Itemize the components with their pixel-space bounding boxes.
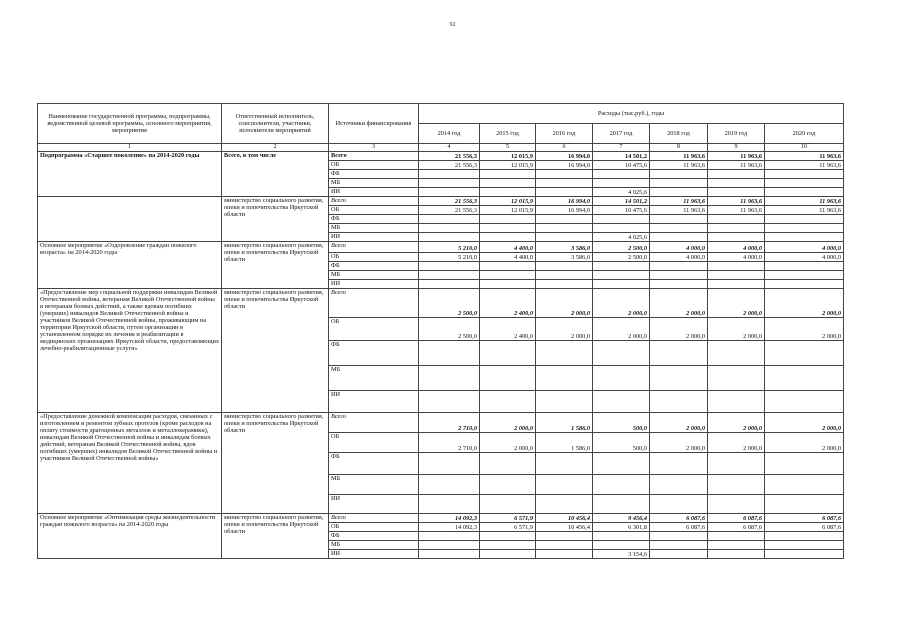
value-cell: 11 963,6 [765, 197, 844, 206]
value-cell: 21 556,3 [419, 152, 480, 161]
header-year: 2015 год [480, 124, 536, 144]
value-cell: 10 475,6 [593, 206, 650, 215]
value-cell [480, 391, 536, 413]
value-cell [419, 532, 480, 541]
table-row [38, 152, 844, 161]
value-cell: 6 087,6 [708, 514, 765, 523]
table-row [38, 514, 844, 523]
value-cell: 2 000,0 [708, 289, 765, 318]
value-cell: 4 000,0 [650, 253, 708, 262]
value-cell [650, 215, 708, 224]
value-cell [536, 224, 593, 233]
value-cell [480, 341, 536, 366]
value-cell: 2 500,0 [593, 253, 650, 262]
value-cell [593, 532, 650, 541]
source-cell: ФБ [329, 341, 419, 366]
value-cell [765, 475, 844, 495]
program-name-cell: «Предоставление мер социальной поддержки инвалидам Великой Отечественной войны, ветеранам Великой Отечественной войны и ветеранам боевых действий, а также вдовам погибших (умерших) инвалидов Великой Отечественной войны и участников Великой Отечественной войны, проживающим на территории Иркутской области, путем организации в установленном порядке их лечения и реабилитации в медицинских организациях Иркутской области, предоставляющих лечебно-реабилитационные услуги» [38, 289, 222, 413]
value-cell [765, 550, 844, 559]
value-cell [419, 233, 480, 242]
value-cell: 4 000,0 [708, 253, 765, 262]
source-cell: Всего [329, 514, 419, 523]
value-cell [419, 475, 480, 495]
column-number: 2 [222, 144, 329, 152]
value-cell [480, 366, 536, 391]
table-row [38, 242, 844, 253]
value-cell [593, 215, 650, 224]
value-cell [765, 391, 844, 413]
value-cell [708, 341, 765, 366]
executor-cell: министерство социального развития, опеки и попечительства Иркутской области [222, 413, 329, 514]
column-number: 9 [708, 144, 765, 152]
value-cell: 3 586,0 [536, 253, 593, 262]
value-cell [480, 532, 536, 541]
executor-cell: министерство социального развития, опеки и попечительства Иркутской области [222, 242, 329, 289]
value-cell: 1 586,0 [536, 433, 593, 453]
value-cell [708, 271, 765, 280]
value-cell: 12 015,9 [480, 206, 536, 215]
source-cell: ИИ [329, 233, 419, 242]
value-cell [708, 188, 765, 197]
value-cell [419, 188, 480, 197]
value-cell [419, 179, 480, 188]
value-cell: 2 000,0 [650, 413, 708, 433]
value-cell [708, 541, 765, 550]
value-cell [419, 170, 480, 179]
value-cell [708, 550, 765, 559]
source-cell: ФБ [329, 262, 419, 271]
header-year: 2016 год [536, 124, 593, 144]
value-cell: 21 556,3 [419, 161, 480, 170]
program-name-cell: Подпрограмма «Старшее поколение» на 2014-2020 годы [38, 152, 222, 197]
source-cell: ФБ [329, 215, 419, 224]
value-cell [593, 453, 650, 475]
value-cell [419, 495, 480, 514]
value-cell: 4 025,6 [593, 188, 650, 197]
value-cell: 4 025,6 [593, 233, 650, 242]
value-cell [480, 179, 536, 188]
source-cell: ИИ [329, 188, 419, 197]
value-cell [765, 233, 844, 242]
value-cell: 2 400,0 [480, 289, 536, 318]
source-cell: ОБ [329, 161, 419, 170]
header-year: 2014 год [419, 124, 480, 144]
column-number: 4 [419, 144, 480, 152]
column-number: 6 [536, 144, 593, 152]
value-cell [708, 453, 765, 475]
value-cell: 6 087,6 [650, 514, 708, 523]
value-cell: 9 456,4 [593, 514, 650, 523]
value-cell: 11 963,6 [765, 206, 844, 215]
value-cell: 14 092,3 [419, 523, 480, 532]
value-cell [419, 271, 480, 280]
value-cell: 4 000,0 [650, 242, 708, 253]
value-cell: 12 015,9 [480, 161, 536, 170]
value-cell [765, 532, 844, 541]
value-cell [765, 280, 844, 289]
value-cell [765, 271, 844, 280]
value-cell: 4 000,0 [765, 253, 844, 262]
value-cell [708, 495, 765, 514]
value-cell [650, 366, 708, 391]
source-cell: ОБ [329, 253, 419, 262]
value-cell: 16 994,0 [536, 197, 593, 206]
source-cell: ОБ [329, 523, 419, 532]
value-cell [593, 541, 650, 550]
value-cell: 14 501,2 [593, 152, 650, 161]
value-cell [480, 475, 536, 495]
source-cell: ИИ [329, 550, 419, 559]
value-cell: 2 710,0 [419, 433, 480, 453]
column-number: 5 [480, 144, 536, 152]
source-cell: МБ [329, 541, 419, 550]
value-cell: 6 087,6 [650, 523, 708, 532]
executor-cell: министерство социального развития, опеки и попечительства Иркутской области [222, 514, 329, 559]
value-cell: 2 500,0 [593, 242, 650, 253]
value-cell [419, 550, 480, 559]
value-cell: 2 000,0 [593, 318, 650, 341]
value-cell [536, 215, 593, 224]
value-cell [536, 179, 593, 188]
value-cell [650, 532, 708, 541]
value-cell: 10 456,4 [536, 523, 593, 532]
value-cell [536, 391, 593, 413]
value-cell [536, 341, 593, 366]
value-cell [593, 271, 650, 280]
header-name-column: Наименование государственной программы, подпрограммы, ведомственной целевой программы, основного мероприятия, мероприятия [38, 104, 222, 144]
value-cell [419, 224, 480, 233]
executor-cell: министерство социального развития, опеки и попечительства Иркутской области [222, 197, 329, 242]
value-cell [708, 366, 765, 391]
value-cell: 11 963,6 [708, 152, 765, 161]
value-cell [765, 366, 844, 391]
executor-cell: Всего, в том числе [222, 152, 329, 197]
value-cell [650, 541, 708, 550]
value-cell [708, 262, 765, 271]
header-year: 2020 год [765, 124, 844, 144]
value-cell: 11 963,6 [650, 161, 708, 170]
value-cell [650, 233, 708, 242]
value-cell [650, 341, 708, 366]
value-cell: 2 500,0 [419, 289, 480, 318]
value-cell: 11 963,6 [708, 206, 765, 215]
value-cell: 2 000,0 [708, 318, 765, 341]
value-cell [708, 170, 765, 179]
value-cell [593, 262, 650, 271]
value-cell: 11 963,6 [708, 197, 765, 206]
value-cell [650, 453, 708, 475]
value-cell [765, 224, 844, 233]
value-cell: 6 087,6 [708, 523, 765, 532]
value-cell [765, 541, 844, 550]
source-cell: МБ [329, 366, 419, 391]
value-cell [419, 341, 480, 366]
program-name-cell: Основное мероприятие «Оптимизация среды жизнедеятельности граждан пожилого возраста» на 2014-2020 годы [38, 514, 222, 559]
value-cell [650, 391, 708, 413]
value-cell [765, 262, 844, 271]
value-cell [593, 224, 650, 233]
value-cell [765, 495, 844, 514]
value-cell [765, 453, 844, 475]
value-cell [650, 179, 708, 188]
value-cell [593, 366, 650, 391]
source-cell: ИИ [329, 280, 419, 289]
value-cell [765, 341, 844, 366]
source-cell: ОБ [329, 206, 419, 215]
table-row [38, 413, 844, 433]
value-cell: 2 000,0 [765, 433, 844, 453]
value-cell [419, 262, 480, 271]
value-cell [593, 280, 650, 289]
value-cell: 12 015,9 [480, 152, 536, 161]
value-cell [419, 280, 480, 289]
column-number: 3 [329, 144, 419, 152]
value-cell: 2 000,0 [650, 318, 708, 341]
value-cell [419, 541, 480, 550]
value-cell [536, 233, 593, 242]
value-cell [708, 280, 765, 289]
value-cell: 2 710,0 [419, 413, 480, 433]
value-cell: 11 963,6 [708, 161, 765, 170]
value-cell: 6 571,9 [480, 514, 536, 523]
value-cell: 14 501,2 [593, 197, 650, 206]
value-cell: 2 000,0 [650, 289, 708, 318]
source-cell: МБ [329, 224, 419, 233]
source-cell: МБ [329, 179, 419, 188]
source-cell: ФБ [329, 532, 419, 541]
source-cell: Всего [329, 289, 419, 318]
value-cell [536, 170, 593, 179]
value-cell [650, 224, 708, 233]
value-cell [480, 453, 536, 475]
source-cell: Всего [329, 242, 419, 253]
source-cell: ИИ [329, 495, 419, 514]
value-cell [650, 188, 708, 197]
value-cell [536, 366, 593, 391]
value-cell: 6 571,9 [480, 523, 536, 532]
table-row [38, 197, 844, 206]
value-cell [536, 475, 593, 495]
header-year: 2018 год [650, 124, 708, 144]
value-cell [480, 170, 536, 179]
value-cell: 2 000,0 [765, 289, 844, 318]
value-cell: 16 994,0 [536, 206, 593, 215]
value-cell [536, 271, 593, 280]
value-cell [650, 550, 708, 559]
value-cell: 2 000,0 [765, 413, 844, 433]
value-cell: 3 154,6 [593, 550, 650, 559]
value-cell [650, 475, 708, 495]
value-cell [650, 170, 708, 179]
value-cell [708, 391, 765, 413]
value-cell [536, 541, 593, 550]
column-number: 10 [765, 144, 844, 152]
value-cell: 500,0 [593, 433, 650, 453]
executor-cell: министерство социального развития, опеки и попечительства Иркутской области [222, 289, 329, 413]
source-cell: Всего [329, 197, 419, 206]
value-cell [480, 550, 536, 559]
value-cell [593, 341, 650, 366]
source-cell: Всего [329, 152, 419, 161]
value-cell: 4 000,0 [765, 242, 844, 253]
value-cell: 12 015,9 [480, 197, 536, 206]
value-cell [419, 391, 480, 413]
value-cell: 5 210,0 [419, 253, 480, 262]
budget-table [37, 103, 844, 559]
value-cell [708, 233, 765, 242]
value-cell [480, 495, 536, 514]
value-cell: 4 400,0 [480, 242, 536, 253]
value-cell: 14 092,3 [419, 514, 480, 523]
value-cell: 11 963,6 [650, 152, 708, 161]
source-cell: ОБ [329, 433, 419, 453]
source-cell: ФБ [329, 170, 419, 179]
value-cell: 5 210,0 [419, 242, 480, 253]
column-number: 7 [593, 144, 650, 152]
value-cell [536, 453, 593, 475]
value-cell: 16 994,0 [536, 161, 593, 170]
value-cell: 16 994,0 [536, 152, 593, 161]
value-cell [765, 215, 844, 224]
value-cell: 2 400,0 [480, 318, 536, 341]
value-cell: 11 963,6 [650, 206, 708, 215]
value-cell [593, 475, 650, 495]
value-cell: 6 301,8 [593, 523, 650, 532]
source-cell: ФБ [329, 453, 419, 475]
column-number: 1 [38, 144, 222, 152]
value-cell [593, 391, 650, 413]
value-cell [765, 179, 844, 188]
value-cell [480, 262, 536, 271]
table-row [38, 289, 844, 318]
value-cell [536, 495, 593, 514]
value-cell: 500,0 [593, 413, 650, 433]
value-cell [480, 215, 536, 224]
source-cell: Всего [329, 413, 419, 433]
value-cell [536, 188, 593, 197]
value-cell [765, 170, 844, 179]
header-year: 2017 год [593, 124, 650, 144]
value-cell [480, 280, 536, 289]
value-cell: 10 475,6 [593, 161, 650, 170]
value-cell [708, 179, 765, 188]
program-name-cell [38, 197, 222, 242]
source-cell: МБ [329, 271, 419, 280]
value-cell: 4 400,0 [480, 253, 536, 262]
header-year: 2019 год [708, 124, 765, 144]
source-cell: ОБ [329, 318, 419, 341]
value-cell: 2 000,0 [650, 433, 708, 453]
value-cell [536, 280, 593, 289]
value-cell [650, 262, 708, 271]
value-cell: 2 000,0 [708, 433, 765, 453]
value-cell [480, 541, 536, 550]
value-cell [480, 233, 536, 242]
value-cell: 21 556,3 [419, 206, 480, 215]
value-cell [536, 532, 593, 541]
value-cell [419, 453, 480, 475]
value-cell [593, 170, 650, 179]
header-executor-column: Ответственный исполнитель, соисполнители, участники, исполнители мероприятий [222, 104, 329, 144]
source-cell: ИИ [329, 391, 419, 413]
value-cell [480, 224, 536, 233]
header-expenses: Расходы (тыс.руб.), годы [419, 104, 844, 124]
source-cell: МБ [329, 475, 419, 495]
value-cell: 6 087,6 [765, 514, 844, 523]
value-cell [708, 475, 765, 495]
value-cell [480, 271, 536, 280]
value-cell [536, 262, 593, 271]
value-cell: 4 000,0 [708, 242, 765, 253]
value-cell: 2 000,0 [708, 413, 765, 433]
value-cell: 2 000,0 [536, 318, 593, 341]
value-cell: 11 963,6 [650, 197, 708, 206]
value-cell: 2 000,0 [480, 433, 536, 453]
program-name-cell: «Предоставление денежной компенсации расходов, связанных с изготовлением и ремонтом зубных протезов (кроме расходов на оплату стоимости драгоценных металлов и металлокерамики), инвалидам Великой Отечественной войны и инвалидам боевых действий, ветеранам Великой Отечественной войны, вдов погибших (умерших) инвалидов Великой Отечественной войны и участников Великой Отечественной войны» [38, 413, 222, 514]
value-cell [650, 280, 708, 289]
value-cell: 10 456,4 [536, 514, 593, 523]
value-cell: 11 963,6 [765, 152, 844, 161]
page-number: 92 [449, 22, 456, 28]
value-cell [419, 366, 480, 391]
value-cell: 2 000,0 [593, 289, 650, 318]
value-cell: 2 000,0 [536, 289, 593, 318]
value-cell [708, 215, 765, 224]
value-cell [708, 224, 765, 233]
value-cell: 21 556,3 [419, 197, 480, 206]
value-cell [480, 188, 536, 197]
value-cell [593, 179, 650, 188]
value-cell [419, 215, 480, 224]
header-source-column: Источники финансирования [329, 104, 419, 144]
value-cell [650, 271, 708, 280]
value-cell: 11 963,6 [765, 161, 844, 170]
value-cell: 2 000,0 [480, 413, 536, 433]
value-cell [536, 550, 593, 559]
value-cell: 3 586,0 [536, 242, 593, 253]
value-cell [765, 188, 844, 197]
column-number: 8 [650, 144, 708, 152]
value-cell [650, 495, 708, 514]
header-column-numbers-row [38, 144, 844, 152]
value-cell: 1 586,0 [536, 413, 593, 433]
program-name-cell: Основное мероприятие «Оздоровление граждан пожилого возраста» на 2014-2020 годы [38, 242, 222, 289]
value-cell: 6 087,6 [765, 523, 844, 532]
value-cell: 2 500,0 [419, 318, 480, 341]
value-cell [593, 495, 650, 514]
value-cell [708, 532, 765, 541]
value-cell: 2 000,0 [765, 318, 844, 341]
